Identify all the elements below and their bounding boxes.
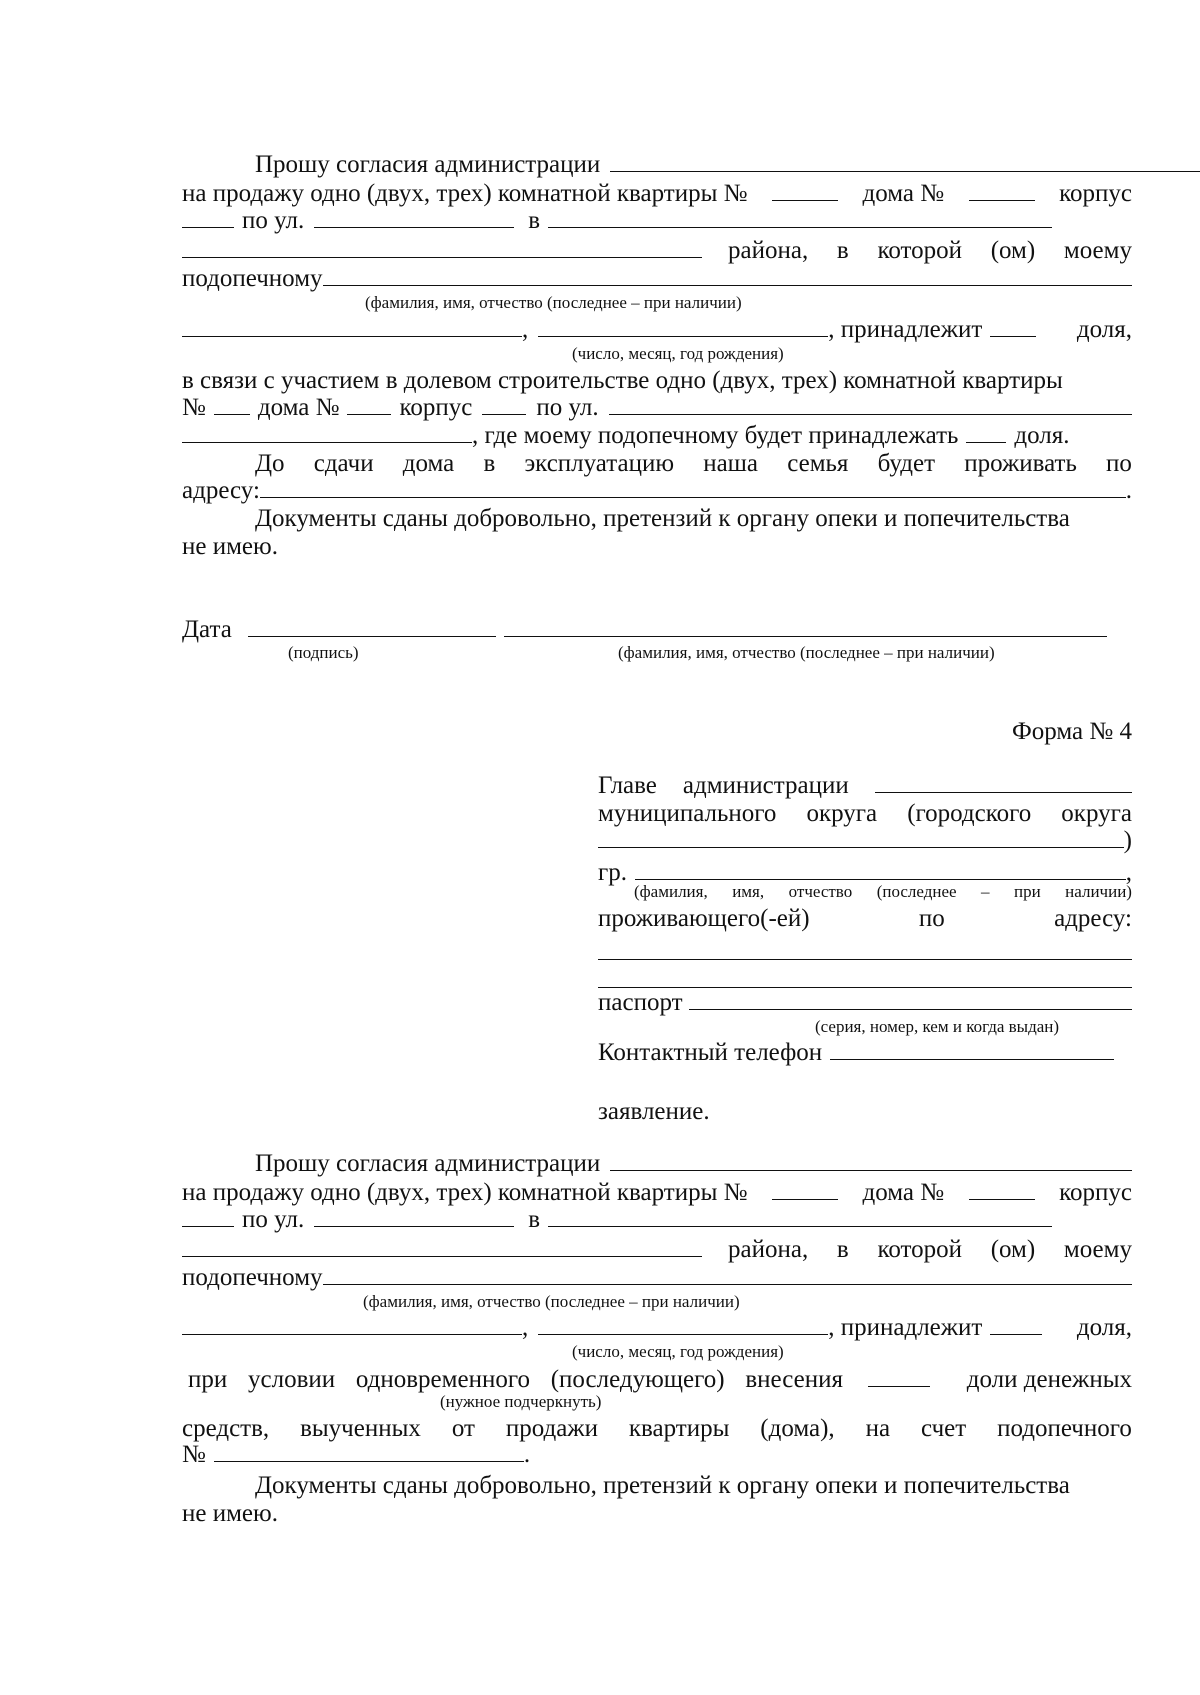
b2-text: Документы сданы добровольно, претензий к органу опеки и попечительства <box>255 1472 1070 1499</box>
hdr-cap-word: (фамилия, <box>634 882 708 901</box>
b1-line-10 <box>182 449 1132 479</box>
b1-text: по ул. <box>242 207 305 234</box>
hdr-line-passport <box>598 988 1132 1018</box>
b2-text: в <box>836 1236 849 1263</box>
hdr-word: округа <box>806 800 878 827</box>
b1-caption-dob: (число, месяц, год рождения) <box>572 344 784 363</box>
b2-word: условии <box>248 1366 336 1393</box>
b1-text: Прошу согласия администрации <box>255 151 601 178</box>
hdr-word: округа <box>1061 800 1132 827</box>
b1-street-blank <box>314 207 514 228</box>
b2-dob-blank <box>538 1314 828 1335</box>
b1-fio-blank <box>504 616 1107 637</box>
b1-word: будет <box>877 450 936 477</box>
b2-text: доля, <box>1076 1314 1132 1341</box>
b2-city-blank <box>548 1206 1052 1227</box>
b1-line-9 <box>182 421 1132 451</box>
b2-text: . <box>523 1441 531 1468</box>
b1-text: района, <box>728 237 809 264</box>
hdr-cap-word: при <box>1014 882 1041 901</box>
b1-caption-fio: (фамилия, имя, отчество (последнее – при наличии) <box>365 293 742 312</box>
hdr-text: паспорт <box>598 989 683 1016</box>
b1-line-2 <box>182 179 1132 209</box>
hdr-okrug-blank <box>598 827 1124 848</box>
b1-dob-blank <box>538 316 828 337</box>
b2-share-money-blank <box>868 1366 930 1387</box>
b1-corpus-blank <box>182 207 234 228</box>
b1-word: дома <box>402 450 455 477</box>
b2-line-4 <box>182 1235 1132 1265</box>
b2-ward-blank <box>323 1264 1132 1285</box>
b1-district-blank <box>182 237 702 258</box>
hdr-cap-word: отчество <box>788 882 853 901</box>
b1-text: № <box>182 394 206 421</box>
b1-text: которой <box>877 237 962 264</box>
b2-word: одновременного <box>355 1366 530 1393</box>
b2-word: продажи <box>505 1415 598 1442</box>
hdr-word: по <box>918 905 945 932</box>
b1-line-8 <box>182 393 1132 423</box>
b1-text: не имею. <box>182 533 278 560</box>
b1-corpus2-blank <box>482 394 526 415</box>
b1-text: на продажу одно (двух, трех) комнатной квартиры № <box>182 180 748 207</box>
b1-name-blank <box>182 316 522 337</box>
b2-word: подопечного <box>997 1415 1132 1442</box>
b1-word: сдачи <box>313 450 374 477</box>
b2-word: от <box>451 1415 475 1442</box>
hdr-phone-blank <box>830 1039 1114 1060</box>
b1-line-11 <box>182 476 1132 506</box>
b2-line-3 <box>182 1205 1052 1235</box>
b1-line-6 <box>182 315 1132 345</box>
b2-account-blank <box>214 1441 524 1462</box>
hdr-caption-passport: (серия, номер, кем и когда выдан) <box>815 1017 1060 1036</box>
b2-name-blank <box>182 1314 522 1335</box>
hdr-address-blank-1 <box>598 930 1132 960</box>
b1-word: наша <box>703 450 759 477</box>
b1-text: корпус <box>399 394 473 421</box>
b1-line-1 <box>182 150 1200 180</box>
b1-word: в <box>483 450 496 477</box>
b2-word: внесения <box>745 1366 843 1393</box>
b2-text: в <box>528 1206 541 1233</box>
hdr-citizen-blank <box>635 859 1126 880</box>
b2-line-5 <box>182 1263 1132 1293</box>
hdr-cap-word: имя, <box>732 882 765 901</box>
b2-text: моему <box>1063 1236 1132 1263</box>
b2-text: № <box>182 1441 206 1468</box>
b2-house-blank <box>969 1179 1035 1200</box>
b1-text: доля. <box>1014 422 1070 449</box>
b2-text: , принадлежит <box>828 1314 983 1341</box>
b1-apt2-blank <box>214 394 250 415</box>
hdr-cap-word: наличии) <box>1065 882 1132 901</box>
b2-text: Прошу согласия администрации <box>255 1150 601 1177</box>
b1-text: дома № <box>257 394 340 421</box>
b2-street-blank <box>314 1206 514 1227</box>
b1-sign-blank <box>248 616 496 637</box>
hdr-text: ) <box>1123 827 1132 854</box>
hdr-word: (городского <box>907 800 1032 827</box>
b1-text: , принадлежит <box>828 316 983 343</box>
hdr-address-blank-2 <box>598 958 1132 988</box>
b1-text: корпус <box>1059 180 1132 207</box>
b1-text: . <box>1125 477 1132 504</box>
b1-text: в <box>528 207 541 234</box>
b1-text: Документы сданы добровольно, претензий к органу опеки и попечительства <box>255 505 1070 532</box>
b1-house2-blank <box>347 394 391 415</box>
b2-text: подопечному <box>182 1264 323 1291</box>
b2-text: на продажу одно (двух, трех) комнатной квартиры № <box>182 1179 748 1206</box>
b1-word: проживать <box>964 450 1077 477</box>
b2-word: при <box>188 1366 228 1393</box>
b2-caption-fio: (фамилия, имя, отчество (последнее – при наличии) <box>363 1292 740 1311</box>
b2-caption-dob: (число, месяц, год рождения) <box>572 1342 784 1361</box>
b1-word: по <box>1106 450 1132 477</box>
b2-text: дома № <box>862 1179 945 1206</box>
b2-line-1 <box>182 1149 1132 1179</box>
b2-text: которой <box>877 1236 962 1263</box>
b1-word: эксплуатацию <box>524 450 675 477</box>
b1-street2-blank <box>609 394 1132 415</box>
b1-text: в связи с участием в долевом строительстве одно (двух, трех) комнатной квартиры <box>182 367 1063 394</box>
b1-text: , где моему подопечному будет принадлежать <box>472 422 959 449</box>
b2-admin-blank <box>610 1150 1132 1171</box>
b2-caption-underline: (нужное подчеркнуть) <box>440 1392 602 1411</box>
b1-line-3 <box>182 206 1052 236</box>
b2-text: не имею. <box>182 1500 278 1527</box>
b1-word: До <box>255 450 285 477</box>
hdr-line-phone <box>598 1038 1114 1068</box>
b1-text: по ул. <box>536 394 599 421</box>
b1-text: , <box>522 316 529 343</box>
b1-text: дома № <box>862 180 945 207</box>
hdr-word: Главе <box>598 772 657 799</box>
b1-city-blank <box>548 207 1052 228</box>
hdr-text: гр. <box>598 859 628 886</box>
b2-word: выученных <box>300 1415 421 1442</box>
hdr-word: администрации <box>682 772 849 799</box>
b2-text: района, <box>728 1236 809 1263</box>
b1-house-blank <box>969 180 1035 201</box>
hdr-cap-word: (последнее <box>876 882 957 901</box>
hdr-caption-fio <box>634 882 1132 902</box>
hdr-word: адресу: <box>1054 905 1132 932</box>
b2-share-blank <box>990 1314 1042 1335</box>
b2-line-7 <box>188 1365 1132 1395</box>
hdr-text: , <box>1125 859 1132 886</box>
b2-word: (дома), <box>760 1415 835 1442</box>
hdr-line-3 <box>598 826 1132 856</box>
b1-text: моему <box>1063 237 1132 264</box>
b1-text: (ом) <box>990 237 1036 264</box>
b1-apt-blank <box>772 180 838 201</box>
b1-address-blank <box>260 477 1126 498</box>
b2-word: средств, <box>182 1415 270 1442</box>
hdr-head-blank <box>875 772 1132 793</box>
b2-word: на <box>865 1415 891 1442</box>
b2-corpus-blank <box>182 1206 234 1227</box>
b1-share-blank <box>990 316 1036 337</box>
b2-apt-blank <box>772 1179 838 1200</box>
b1-ward-blank <box>323 265 1132 286</box>
b2-text: , <box>522 1314 529 1341</box>
hdr-text: Контактный телефон <box>598 1039 823 1066</box>
b1-date-label: Дата <box>182 616 232 643</box>
hdr-passport-blank <box>689 989 1132 1010</box>
b2-district-blank <box>182 1236 702 1257</box>
b1-line-5 <box>182 264 1132 294</box>
hdr-line-2 <box>598 799 1132 829</box>
b1-text: в <box>836 237 849 264</box>
b1-text: подопечному <box>182 265 323 292</box>
hdr-word: муниципального <box>598 800 777 827</box>
b1-line-4 <box>182 236 1132 266</box>
b2-word: квартиры <box>628 1415 730 1442</box>
b1-caption-sign: (подпись) <box>288 643 359 662</box>
hdr-word: проживающего(-ей) <box>598 905 810 932</box>
b1-share2-blank <box>966 422 1006 443</box>
b2-line-6 <box>182 1313 1132 1343</box>
b1-admin-blank <box>610 151 1200 172</box>
b2-text: доли денежных <box>966 1366 1132 1393</box>
b1-date-line <box>182 615 1107 645</box>
hdr-line-1 <box>598 771 1132 801</box>
b1-text: доля, <box>1076 316 1132 343</box>
b2-text: по ул. <box>242 1206 305 1233</box>
b2-text: (ом) <box>990 1236 1036 1263</box>
b2-line-2 <box>182 1178 1132 1208</box>
b2-word: счет <box>920 1415 967 1442</box>
b2-text: корпус <box>1059 1179 1132 1206</box>
b1-street2-cont-blank <box>182 422 472 443</box>
b1-word: семья <box>787 450 849 477</box>
form-number: Форма № 4 <box>1012 718 1132 745</box>
hdr-cap-word: – <box>981 882 990 901</box>
b1-text: адресу: <box>182 477 260 504</box>
document-title: заявление. <box>598 1098 710 1125</box>
b2-line-9 <box>182 1440 1132 1470</box>
b1-caption-fio2: (фамилия, имя, отчество (последнее – при наличии) <box>618 643 995 662</box>
b2-word: (последующего) <box>550 1366 725 1393</box>
